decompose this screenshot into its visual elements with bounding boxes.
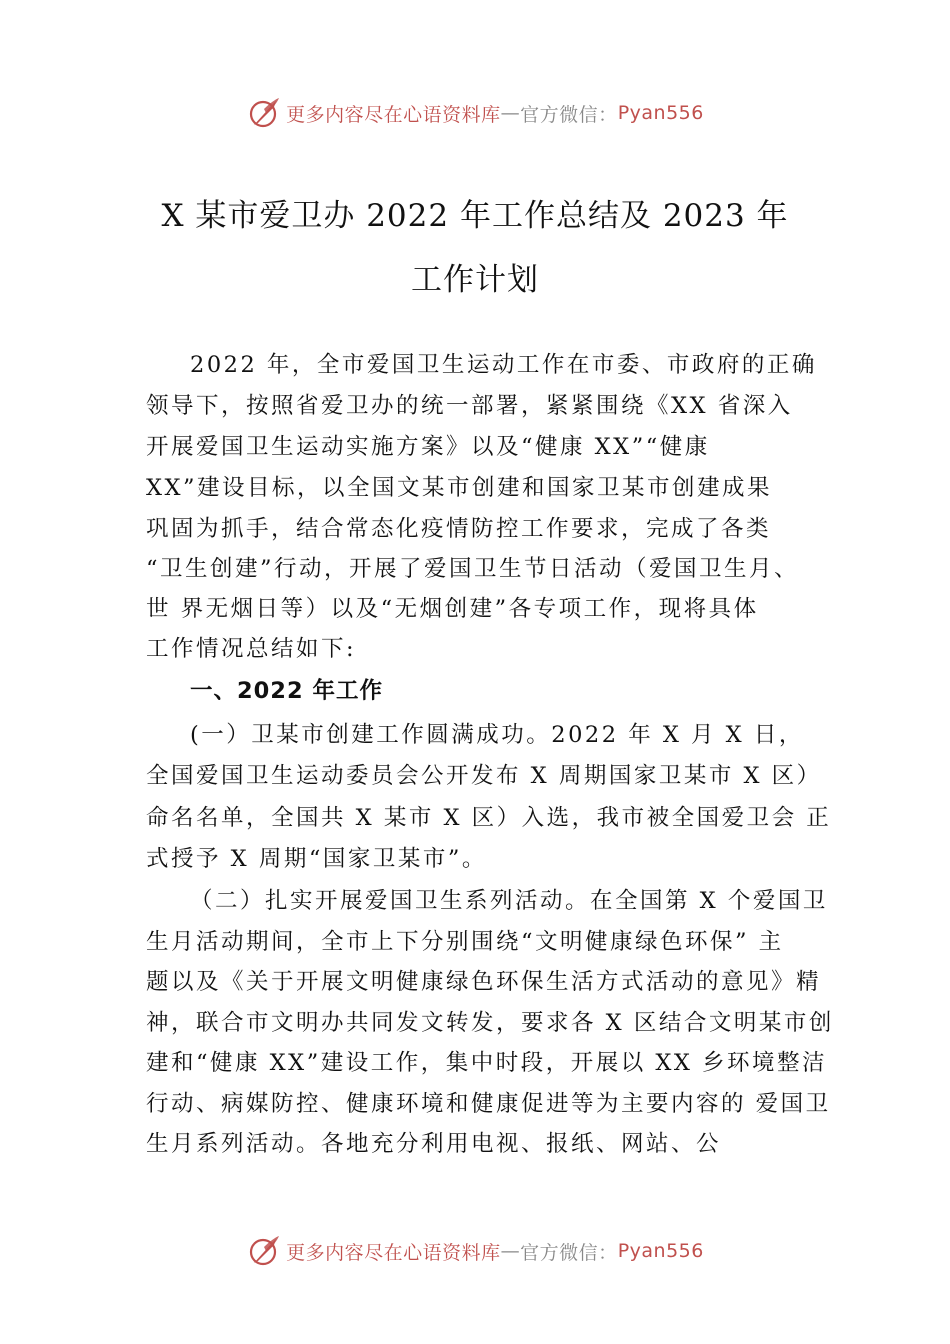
body-line: 行动、病媒防控、健康环境和健康促进等为主要内容的 爱国卫 — [146, 1091, 831, 1117]
quill-logo-icon — [246, 1233, 282, 1269]
body-line: 式授予 X 周期“国家卫某市”。 — [146, 846, 487, 872]
body-line: 题以及《关于开展文明健康绿色环保生活方式活动的意见》精 — [146, 969, 822, 995]
body-line: 生月活动期间，全市上下分别围绕“文明健康绿色环保” 主 — [146, 929, 784, 955]
watermark-wechat-id: Pyan556 — [617, 1240, 704, 1262]
body-line: 建和“健康 XX”建设工作，集中时段，开展以 XX 乡环境整洁 — [146, 1050, 828, 1076]
document-title-line2: 工作计划 — [411, 262, 539, 298]
header-watermark — [0, 95, 950, 131]
body-line: (一）卫某市创建工作圆满成功。2022 年 X 月 X 日， — [190, 722, 804, 748]
watermark-brand: 更多内容尽在心语资料库 — [286, 1241, 501, 1264]
quill-logo-icon — [246, 95, 282, 131]
body-line: “卫生创建”行动，开展了爱国卫生节日活动（爱国卫生月、 — [146, 556, 800, 582]
body-line: 全国爱国卫生运动委员会公开发布 X 周期国家卫某市 X 区） — [146, 763, 822, 789]
watermark-separator: — — [500, 102, 521, 124]
body-line: 命名名单，全国共 X 某市 X 区）入选，我市被全国爱卫会 正 — [146, 805, 832, 831]
section-heading: 一、2022 年工作 — [190, 678, 383, 704]
body-line: 神，联合市文明办共同发文转发，要求各 X 区结合文明某市创 — [146, 1010, 834, 1036]
body-line: （二）扎实开展爱国卫生系列活动。在全国第 X 个爱国卫 — [190, 888, 828, 914]
body-line: 开展爱国卫生运动实施方案》以及“健康 XX”“健康 — [146, 434, 710, 460]
body-line: 世 界无烟日等）以及“无烟创建”各专项工作，现将具体 — [146, 596, 759, 622]
body-line: 领导下，按照省爱卫办的统一部署，紧紧围绕《XX 省深入 — [146, 393, 793, 419]
watermark-wechat-id: Pyan556 — [617, 102, 704, 124]
watermark-wechat-label: 官方微信： — [520, 103, 618, 126]
watermark-wechat-label: 官方微信： — [520, 1241, 618, 1264]
document-title-line1: X 某市爱卫办 2022 年工作总结及 2023 年 — [161, 198, 789, 234]
body-line: 工作情况总结如下: — [146, 636, 357, 662]
watermark-brand: 更多内容尽在心语资料库 — [286, 103, 501, 126]
body-line: 巩固为抓手，结合常态化疫情防控工作要求，完成了各类 — [146, 516, 772, 542]
footer-watermark — [0, 1233, 950, 1269]
body-line: 2022 年，全市爱国卫生运动工作在市委、市政府的正确 — [190, 352, 817, 378]
body-line: 生月系列活动。各地充分利用电视、报纸、网站、公 — [146, 1131, 722, 1157]
watermark-separator: — — [500, 1240, 521, 1262]
body-line: XX”建设目标，以全国文某市创建和国家卫某市创建成果 — [146, 475, 773, 501]
